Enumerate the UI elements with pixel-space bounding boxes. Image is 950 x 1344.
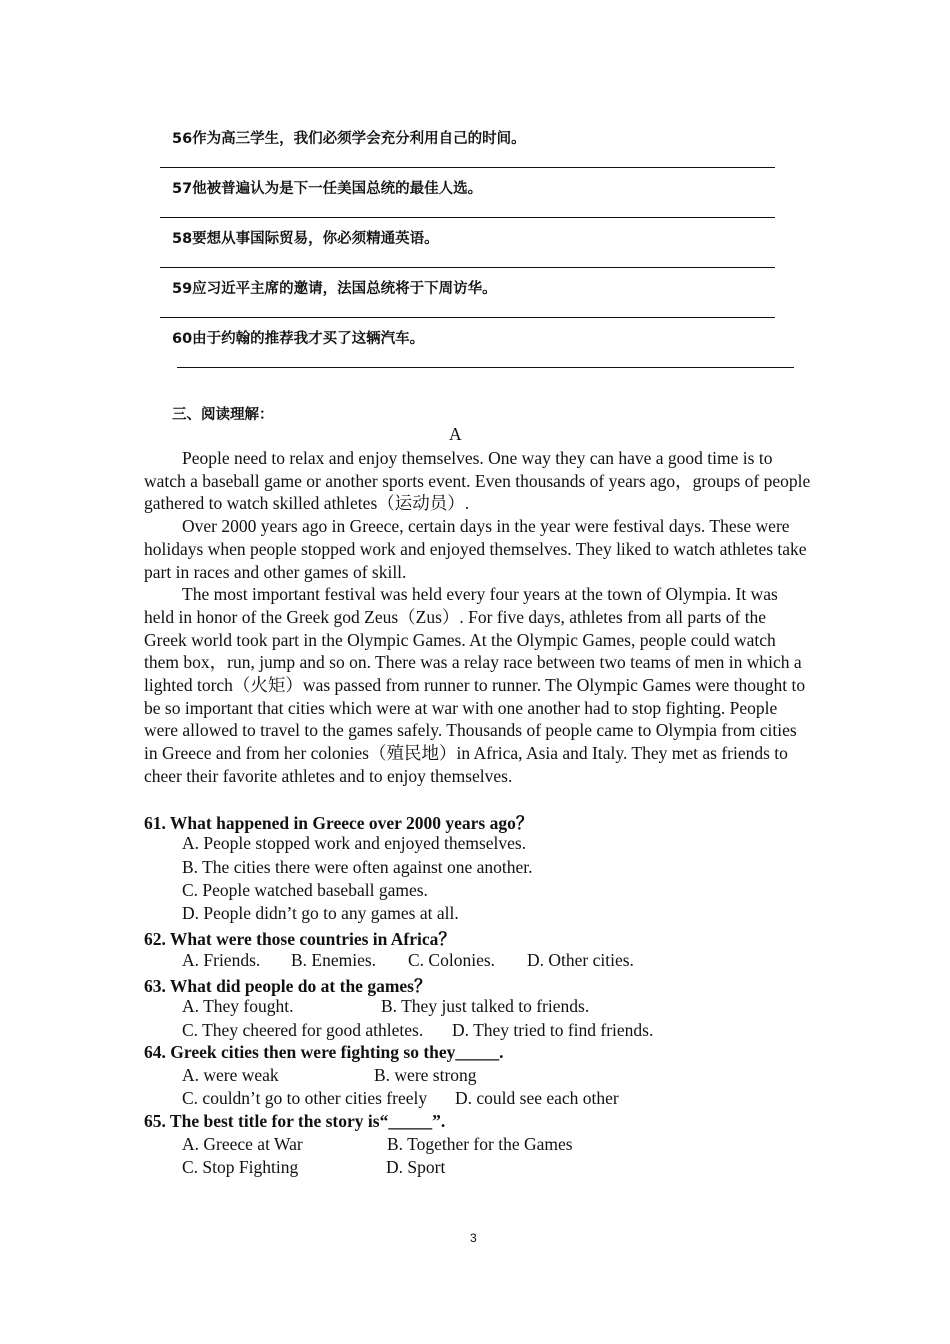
option-d: D. Sport xyxy=(386,1157,446,1177)
option-b: B. Together for the Games xyxy=(387,1134,573,1154)
passage-paragraph: The most important festival was held every four years at the town of Olympia. It was held in honor of the Greek god Zeus（Zus）. For five days, athletes from all parts of the Greek world took part in the Olympic Games. At the Olympic Games, people could watch them box，run, jump and so on. There was a relay race between two teams of men in which a lighted torch（火矩）was passed from runner to runner. The Olympic Games were thought to be so important that cities which were at war with one another had to stop fighting. People were allowed to travel to the games safely. Thousands of people came to Olympia from cities in Greece and from her colonies（殖民地）in Africa, Asia and Italy. They met as friends to cheer their favorite athletes and to enjoy themselves. xyxy=(144,584,806,786)
page-number: 3 xyxy=(470,1231,477,1245)
option-b: B. were strong xyxy=(374,1065,477,1085)
option-b: B. The cities there were often against one another. xyxy=(182,857,533,877)
passage-paragraph: People need to relax and enjoy themselves. One way they can have a good time is to watch a baseball game or another sports event. Even thousands of years ago，groups of people gathered to watch skilled athletes（运动员）. xyxy=(144,448,811,514)
option-d: D. People didn’t go to any games at all. xyxy=(182,903,459,923)
answer-line xyxy=(160,267,775,268)
translation-item-56: 56作为高三学生，我们必须学会充分利用自己的时间。 xyxy=(172,131,526,147)
question-65: 65. The best title for the story is“_____”. xyxy=(144,1111,446,1131)
question-61: 61. What happened in Greece over 2000 years ago？ xyxy=(144,813,534,833)
translation-item-57: 57他被普遍认为是下一任美国总统的最佳人选。 xyxy=(172,181,483,197)
section-title: 三、阅读理解： xyxy=(172,407,274,423)
passage-paragraph: Over 2000 years ago in Greece, certain days in the year were festival days. These were holidays when people stopped work and enjoyed themselves. They liked to watch athletes take part in races and other games of skill. xyxy=(144,516,807,582)
option-a: A. They fought. xyxy=(182,996,294,1016)
question-63: 63. What did people do at the games？ xyxy=(144,976,432,996)
option-a: A. People stopped work and enjoyed themselves. xyxy=(182,833,527,853)
answer-line xyxy=(160,217,775,218)
option-a: A. Greece at War xyxy=(182,1134,303,1154)
option-d: D. Other cities. xyxy=(527,950,634,970)
option-c: C. People watched baseball games. xyxy=(182,880,428,900)
option-d: D. They tried to find friends. xyxy=(452,1020,654,1040)
reading-passage xyxy=(144,447,812,788)
option-a: A. were weak xyxy=(182,1065,279,1085)
option-a: A. Friends. xyxy=(182,950,261,970)
translation-item-59: 59应习近平主席的邀请，法国总统将于下周访华。 xyxy=(172,281,497,297)
option-c: C. They cheered for good athletes. xyxy=(182,1020,424,1040)
option-b: B. They just talked to friends. xyxy=(381,996,590,1016)
option-d: D. could see each other xyxy=(455,1088,619,1108)
question-62: 62. What were those countries in Africa？ xyxy=(144,929,456,949)
question-64: 64. Greek cities then were fighting so they_____. xyxy=(144,1042,504,1062)
option-c: C. couldn’t go to other cities freely xyxy=(182,1088,428,1108)
answer-line xyxy=(177,367,794,368)
answer-line xyxy=(160,317,775,318)
option-c: C. Stop Fighting xyxy=(182,1157,299,1177)
option-c: C. Colonies. xyxy=(408,950,496,970)
passage-label: A xyxy=(449,424,462,444)
translation-item-58: 58要想从事国际贸易，你必须精通英语。 xyxy=(172,231,439,247)
answer-line xyxy=(160,167,775,168)
option-b: B. Enemies. xyxy=(291,950,377,970)
translation-item-60: 60由于约翰的推荐我才买了这辆汽车。 xyxy=(172,331,425,347)
